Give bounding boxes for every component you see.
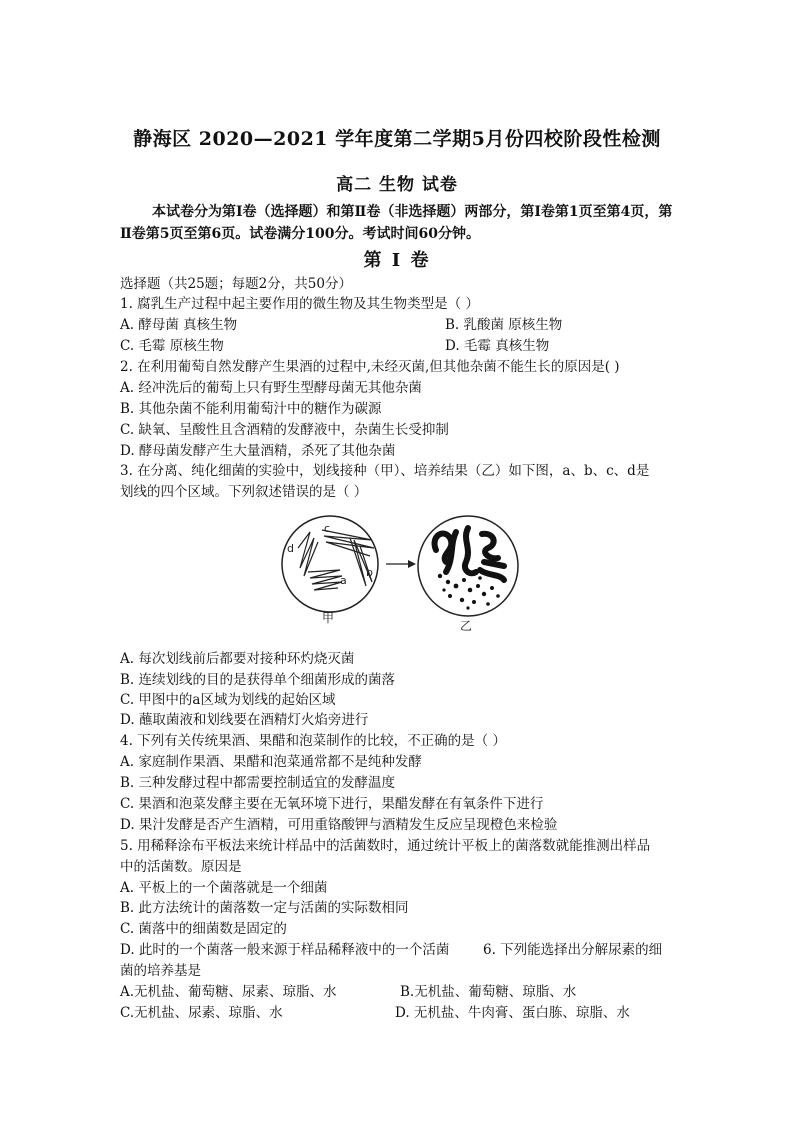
- q1-option-b: B. 乳酸菌 原核生物: [445, 317, 563, 333]
- q2-option-c: C. 缺氧、呈酸性且含酒精的发酵液中，杂菌生长受抑制: [120, 422, 449, 438]
- q1-stem: 1. 腐乳生产过程中起主要作用的微生物及其生物类型是（ ）: [120, 296, 479, 312]
- section-title: 第 Ⅰ 卷: [363, 250, 431, 271]
- q2-stem: 2. 在利用葡萄自然发酵产生果酒的过程中,未经灭菌,但其他杂菌不能生长的原因是( ): [120, 359, 620, 375]
- label-d: d: [287, 542, 294, 555]
- q5-option-a: A. 平板上的一个菌落就是一个细菌: [120, 880, 328, 896]
- label-a: a: [340, 574, 347, 587]
- caption-jia: 甲: [322, 611, 335, 625]
- section-instruction: 选择题（共25题；每题2分，共50分）: [120, 276, 352, 292]
- q3-option-d: D. 蘸取菌液和划线要在酒精灯火焰旁进行: [120, 712, 369, 728]
- q3-stem-line1: 3. 在分离、纯化细菌的实验中，划线接种（甲）、培养结果（乙）如下图，a、b、c、d是: [120, 463, 650, 479]
- q5-stem-line2: 中的活菌数。原因是: [120, 859, 242, 875]
- q2-option-d: D. 酵母菌发酵产生大量酒精，杀死了其他杂菌: [120, 443, 396, 459]
- streak-region-a: [308, 570, 342, 590]
- exam-title: 静海区 2020—2021 学年度第二学期5月份四校阶段性检测: [133, 128, 661, 150]
- q6-option-d: D. 无机盐、牛肉膏、蛋白胨、琼脂、水: [395, 1005, 630, 1021]
- q6-stem-part1: 6. 下列能选择出分解尿素的细: [483, 942, 663, 958]
- q3-option-a: A. 每次划线前后都要对接种环灼烧灭菌: [120, 651, 355, 667]
- label-c: c: [324, 522, 331, 535]
- q2-option-a: A. 经冲洗后的葡萄上只有野生型酵母菌无其他杂菌: [120, 380, 422, 396]
- streak-plate-diagram: [280, 510, 540, 634]
- q4-option-a: A. 家庭制作果酒、果醋和泡菜通常都不是纯种发酵: [120, 754, 422, 770]
- q5-option-c: C. 菌落中的细菌数是固定的: [120, 921, 287, 937]
- q4-option-b: B. 三种发酵过程中都需要控制适宜的发酵温度: [120, 775, 396, 791]
- single-colonies: [438, 574, 500, 610]
- q4-option-d: D. 果汁发酵是否产生酒精，可用重铬酸钾与酒精发生反应呈现橙色来检验: [120, 817, 558, 833]
- arrow-head-icon: [408, 560, 416, 568]
- q2-option-b: B. 其他杂菌不能利用葡萄汁中的糖作为碳源: [120, 401, 382, 417]
- q6-option-a: A.无机盐、葡萄糖、尿素、琼脂、水: [120, 984, 337, 1000]
- streak-plate-figure: [280, 510, 540, 634]
- q1-option-a: A. 酵母菌 真核生物: [120, 317, 238, 333]
- caption-yi: 乙: [460, 619, 473, 633]
- q1-option-d: D. 毛霉 真核生物: [445, 338, 550, 354]
- q6-option-c: C.无机盐、尿素、琼脂、水: [120, 1005, 283, 1021]
- q3-option-c: C. 甲图中的a区域为划线的起始区域: [120, 692, 336, 708]
- q5-stem-line1: 5. 用稀释涂布平板法来统计样品中的活菌数时，通过统计平板上的菌落数就能推测出样品: [120, 838, 651, 854]
- exam-subtitle: 高二 生物 试卷: [336, 175, 458, 195]
- exam-intro: 本试卷分为第Ⅰ卷（选择题）和第Ⅱ卷（非选择题）两部分，第Ⅰ卷第1页至第4页，第Ⅱ卷第5页至第6页。试卷满分100分。考试时间60分钟。: [120, 204, 673, 242]
- q6-option-b: B.无机盐、葡萄糖、琼脂、水: [400, 984, 577, 1000]
- streak-region-d: [298, 532, 318, 576]
- q6-stem-part2: 菌的培养基是: [120, 963, 201, 979]
- q5-option-d: D. 此时的一个菌落一般来源于样品稀释液中的一个活菌: [120, 942, 450, 958]
- label-b: b: [366, 566, 373, 579]
- q3-option-b: B. 连续划线的目的是获得单个细菌形成的菌落: [120, 672, 396, 688]
- q4-option-c: C. 果酒和泡菜发酵主要在无氧环境下进行，果醋发酵在有氧条件下进行: [120, 796, 544, 812]
- q1-option-c: C. 毛霉 原核生物: [120, 338, 224, 354]
- q4-stem: 4. 下列有关传统果酒、果醋和泡菜制作的比较，不正确的是（ ）: [120, 733, 506, 749]
- q3-stem-line2: 划线的四个区域。下列叙述错误的是（ ）: [120, 484, 368, 500]
- colony-growth: [435, 528, 504, 580]
- q5-option-b: B. 此方法统计的菌落数一定与活菌的实际数相同: [120, 900, 409, 916]
